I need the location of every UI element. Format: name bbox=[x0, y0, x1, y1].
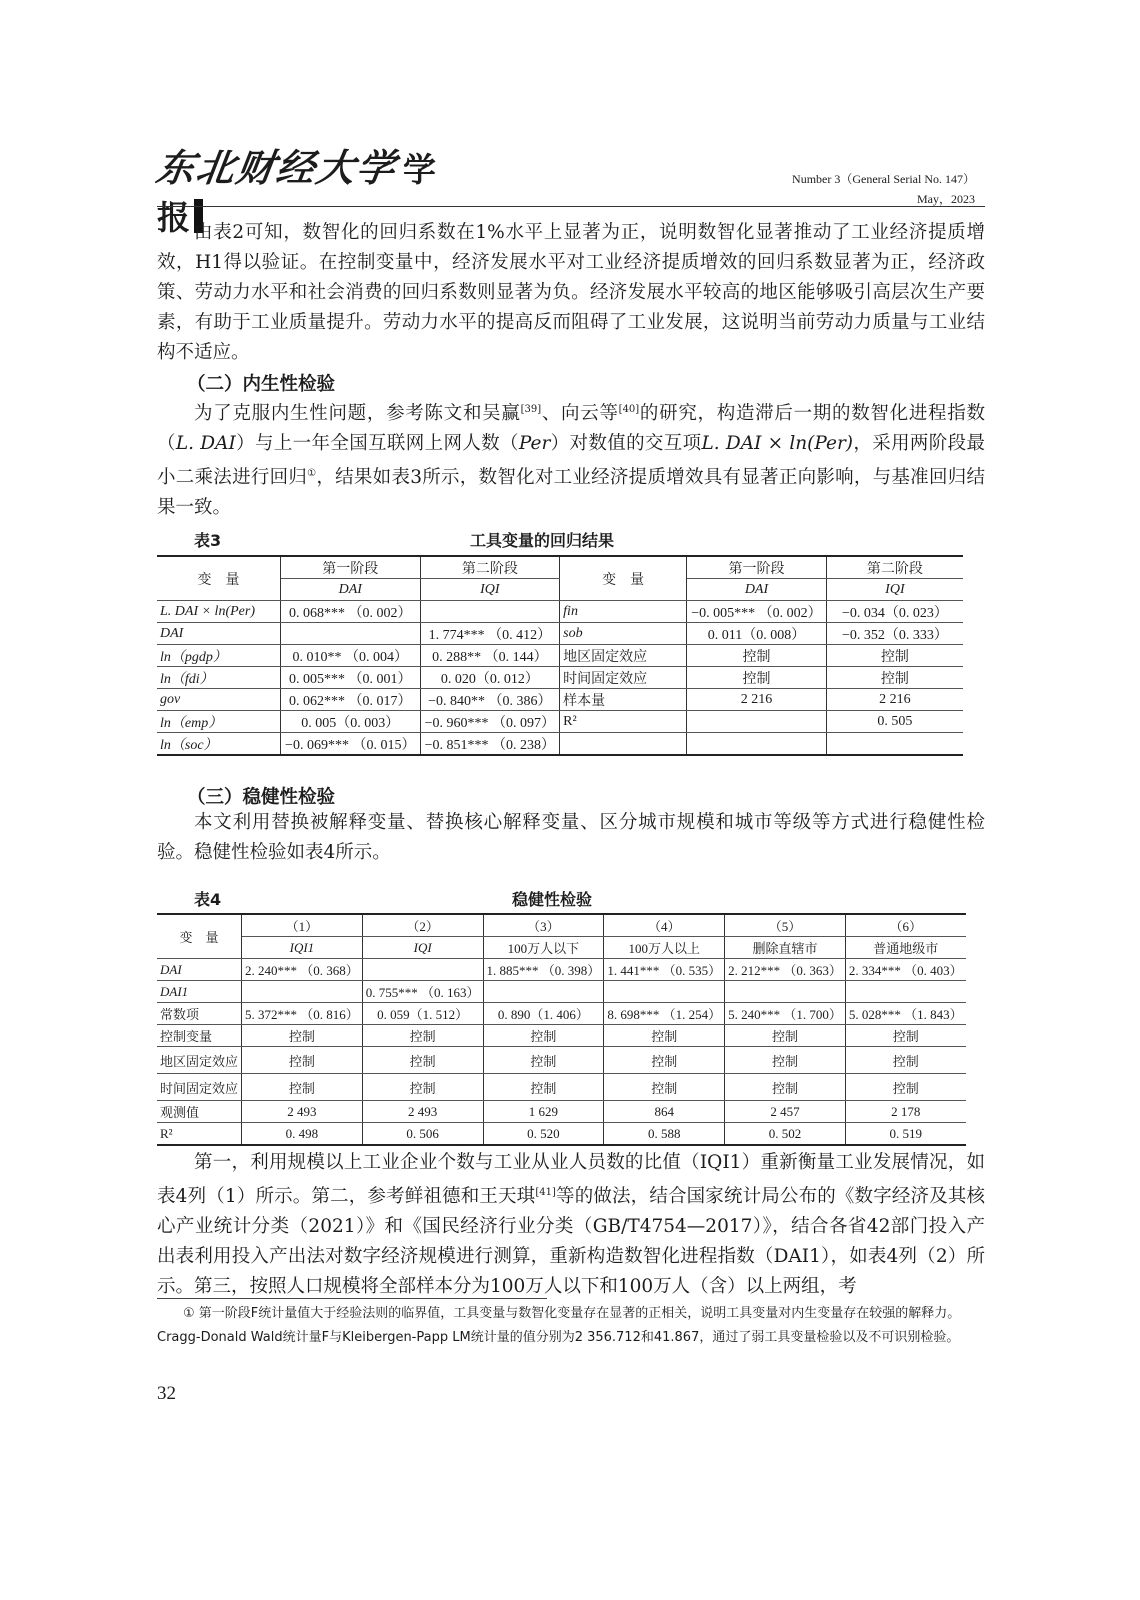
row-label: R² bbox=[157, 1123, 242, 1146]
row-label: 地区固定效应 bbox=[560, 645, 687, 667]
subcol-header: 100万人以下 bbox=[483, 937, 604, 959]
row-label: gov bbox=[157, 689, 280, 711]
cell: 0. 755*** （0. 163） bbox=[362, 981, 483, 1003]
section-heading-endogeneity: （二）内生性检验 bbox=[187, 374, 336, 395]
cell: 8. 698*** （1. 254） bbox=[604, 1003, 725, 1025]
row-label: 常数项 bbox=[157, 1003, 242, 1025]
cell: 控制 bbox=[604, 1047, 725, 1074]
cell: 0. 011（0. 008） bbox=[687, 623, 827, 645]
cell bbox=[687, 711, 827, 733]
col-header: （5） bbox=[725, 914, 846, 937]
table-row bbox=[157, 1047, 966, 1074]
header-rule bbox=[157, 206, 985, 207]
cell: 0. 506 bbox=[362, 1123, 483, 1146]
cell: 2. 334*** （0. 403） bbox=[845, 959, 965, 981]
table3-title: 工具变量的回归结果 bbox=[470, 531, 615, 550]
table3-stage1-header: 第一阶段 bbox=[280, 556, 420, 579]
row-label: 时间固定效应 bbox=[560, 667, 687, 689]
issue-date: May，2023 bbox=[917, 192, 975, 206]
cell: −0. 034（0. 023） bbox=[826, 601, 963, 623]
cell: 2. 240*** （0. 368） bbox=[242, 959, 363, 981]
cell: 864 bbox=[604, 1101, 725, 1123]
cell bbox=[826, 733, 963, 756]
table-row bbox=[157, 689, 963, 711]
table-row bbox=[157, 1003, 966, 1025]
cell: 控制 bbox=[725, 1047, 846, 1074]
cell: 控制 bbox=[362, 1074, 483, 1101]
cell bbox=[280, 623, 420, 645]
table-row bbox=[157, 711, 963, 733]
journal-name-calligraphy: 东北财经大学 bbox=[153, 145, 400, 190]
table-row bbox=[157, 1025, 966, 1047]
table3-dep1-right: DAI bbox=[687, 579, 827, 601]
col-header: （2） bbox=[362, 914, 483, 937]
cell: 2 216 bbox=[687, 689, 827, 711]
subcol-header: 普通地级市 bbox=[845, 937, 965, 959]
cell: 控制 bbox=[725, 1074, 846, 1101]
cell bbox=[687, 733, 827, 756]
row-label bbox=[560, 733, 687, 756]
table3-dep1: DAI bbox=[280, 579, 420, 601]
cell: 0. 520 bbox=[483, 1123, 604, 1146]
cell: 5. 372*** （0. 816） bbox=[242, 1003, 363, 1025]
table-row bbox=[157, 733, 963, 756]
table4 bbox=[157, 913, 966, 1146]
cell: 控制 bbox=[687, 667, 827, 689]
cell: −0. 069*** （0. 015） bbox=[280, 733, 420, 756]
cell: 0. 005*** （0. 001） bbox=[280, 667, 420, 689]
col-header: （3） bbox=[483, 914, 604, 937]
cell: 控制 bbox=[845, 1047, 965, 1074]
table-row bbox=[157, 1074, 966, 1101]
table3 bbox=[157, 555, 963, 756]
col-header: （4） bbox=[604, 914, 725, 937]
row-label: 样本量 bbox=[560, 689, 687, 711]
cell: 0. 010** （0. 004） bbox=[280, 645, 420, 667]
row-label: ln（pgdp） bbox=[157, 645, 280, 667]
row-label: DAI bbox=[157, 959, 242, 981]
footnote-rule bbox=[157, 1298, 547, 1299]
cell: 0. 502 bbox=[725, 1123, 846, 1146]
cell: 2 493 bbox=[242, 1101, 363, 1123]
cell bbox=[242, 981, 363, 1003]
cell: 2 457 bbox=[725, 1101, 846, 1123]
table3-label: 表3 bbox=[194, 531, 222, 550]
cell: 0. 068*** （0. 002） bbox=[280, 601, 420, 623]
cell: 控制 bbox=[845, 1074, 965, 1101]
cell: −0. 960*** （0. 097） bbox=[420, 711, 560, 733]
cell: 控制 bbox=[242, 1074, 363, 1101]
cell: 0. 588 bbox=[604, 1123, 725, 1146]
table4-var-header: 变 量 bbox=[157, 914, 242, 959]
cell: 控制 bbox=[483, 1025, 604, 1047]
table-row bbox=[157, 623, 963, 645]
row-label: 观测值 bbox=[157, 1101, 242, 1123]
footnote: ① 第一阶段F统计量值大于经验法则的临界值，工具变量与数智化变量存在显著的正相关，说明工具变量对内生变量存在较强的解释力。Cragg-Donald Wald统计量F与Kleibergen-Papp LM统计量的值分别为2 356.712和41.867，通过了弱工具变量检验以及不可识别检验。 bbox=[157, 1306, 961, 1345]
row-label: 地区固定效应 bbox=[157, 1047, 242, 1074]
row-label: R² bbox=[560, 711, 687, 733]
cell bbox=[483, 981, 604, 1003]
table-row bbox=[157, 1123, 966, 1146]
cell: 0. 498 bbox=[242, 1123, 363, 1146]
cell: 0. 059（1. 512） bbox=[362, 1003, 483, 1025]
cell: 1. 885*** （0. 398） bbox=[483, 959, 604, 981]
col-header: （6） bbox=[845, 914, 965, 937]
table-row bbox=[157, 1101, 966, 1123]
cell: 5. 028*** （1. 843） bbox=[845, 1003, 965, 1025]
cell bbox=[725, 981, 846, 1003]
page-number: 32 bbox=[157, 1383, 176, 1404]
cell: 控制 bbox=[826, 667, 963, 689]
section-heading-robustness: （三）稳健性检验 bbox=[187, 787, 336, 808]
table-row bbox=[157, 667, 963, 689]
subcol-header: IQI1 bbox=[242, 937, 363, 959]
cell: −0. 352（0. 333） bbox=[826, 623, 963, 645]
cell: 5. 240*** （1. 700） bbox=[725, 1003, 846, 1025]
cell: 控制 bbox=[604, 1074, 725, 1101]
cell bbox=[362, 959, 483, 981]
table3-var-header-right: 变 量 bbox=[560, 556, 687, 601]
cell: −0. 005*** （0. 002） bbox=[687, 601, 827, 623]
table-row bbox=[157, 601, 963, 623]
table3-dep2: IQI bbox=[420, 579, 560, 601]
cell: −0. 840** （0. 386） bbox=[420, 689, 560, 711]
table-row bbox=[157, 981, 966, 1003]
row-label: ln（soc） bbox=[157, 733, 280, 756]
cell: 控制 bbox=[483, 1047, 604, 1074]
cell: 控制 bbox=[362, 1025, 483, 1047]
issue-number: Number 3（General Serial No. 147） bbox=[792, 172, 975, 186]
row-label: 时间固定效应 bbox=[157, 1074, 242, 1101]
cell: 2 216 bbox=[826, 689, 963, 711]
row-label: ln（emp） bbox=[157, 711, 280, 733]
cell: 控制 bbox=[687, 645, 827, 667]
cell: 控制 bbox=[242, 1025, 363, 1047]
cell: 1 629 bbox=[483, 1101, 604, 1123]
cell: 0. 505 bbox=[826, 711, 963, 733]
cell: 控制 bbox=[242, 1047, 363, 1074]
paragraph-robustness-details: 第一，利用规模以上工业企业个数与工业从业人员数的比值（IQI1）重新衡量工业发展情况，如表4列（1）所示。第二，参考鲜祖德和王天琪[41]等的做法，结合国家统计局公布的《数字经济及其核心产业统计分类（2021）》和《国民经济行业分类（GB/T4754—2017）》，结合各省42部门投入产出表利用投入产出法对数字经济规模进行测算，重新构造数智化进程指数（DAI1），如表4列（2）所示。第三，按照人口规模将全部样本分为100万人以下和100万人（含）以上两组，考 bbox=[157, 1152, 985, 1298]
cell: 0. 062*** （0. 017） bbox=[280, 689, 420, 711]
cell: 控制 bbox=[483, 1074, 604, 1101]
cell bbox=[420, 601, 560, 623]
cell: 0. 519 bbox=[845, 1123, 965, 1146]
table3-stage2-header: 第二阶段 bbox=[420, 556, 560, 579]
cell bbox=[604, 981, 725, 1003]
row-label: sob bbox=[560, 623, 687, 645]
row-label: ln（fdi） bbox=[157, 667, 280, 689]
cell: 控制 bbox=[845, 1025, 965, 1047]
table3-dep2-right: IQI bbox=[826, 579, 963, 601]
cell: 2. 212*** （0. 363） bbox=[725, 959, 846, 981]
cell: 控制 bbox=[362, 1047, 483, 1074]
cell: 0. 288** （0. 144） bbox=[420, 645, 560, 667]
table3-var-header: 变 量 bbox=[157, 556, 280, 601]
row-label: 控制变量 bbox=[157, 1025, 242, 1047]
cell: 0. 890（1. 406） bbox=[483, 1003, 604, 1025]
row-label: fin bbox=[560, 601, 687, 623]
cell: 控制 bbox=[826, 645, 963, 667]
subcol-header: 删除直辖市 bbox=[725, 937, 846, 959]
table4-label: 表4 bbox=[194, 890, 222, 909]
row-label: L. DAI × ln(Per) bbox=[157, 601, 280, 623]
cell: 1. 774*** （0. 412） bbox=[420, 623, 560, 645]
subcol-header: IQI bbox=[362, 937, 483, 959]
subcol-header: 100万人以上 bbox=[604, 937, 725, 959]
paragraph-endogeneity: 为了克服内生性问题，参考陈文和吴赢[39]、向云等[40]的研究，构造滞后一期的数智化进程指数（L. DAI）与上一年全国互联网上网人数（Per）对数值的交互项L. DAI × ln(Per)，采用两阶段最小二乘法进行回归①，结果如表3所示，数智化对工业经济提质增效具有显著正向影响，与基准回归结果一致。 bbox=[157, 403, 985, 519]
cell: 1. 441*** （0. 535） bbox=[604, 959, 725, 981]
cell: −0. 851*** （0. 238） bbox=[420, 733, 560, 756]
cell: 控制 bbox=[725, 1025, 846, 1047]
cell: 2 493 bbox=[362, 1101, 483, 1123]
journal-masthead bbox=[153, 137, 457, 237]
table-row bbox=[157, 959, 966, 981]
row-label: DAI bbox=[157, 623, 280, 645]
table3-stage2-header-right: 第二阶段 bbox=[826, 556, 963, 579]
paragraph-results: 由表2可知，数智化的回归系数在1%水平上显著为正，说明数智化显著推动了工业经济提质增效，H1得以验证。在控制变量中，经济发展水平对工业经济提质增效的回归系数显著为正，经济政策、劳动力水平和社会消费的回归系数则显著为负。经济发展水平较高的地区能够吸引高层次生产要素，有助于工业质量提升。劳动力水平的提高反而阻碍了工业发展，这说明当前劳动力质量与工业结构不适应。 bbox=[157, 222, 985, 363]
cell bbox=[845, 981, 965, 1003]
cell: 0. 005（0. 003） bbox=[280, 711, 420, 733]
table-row bbox=[157, 645, 963, 667]
cell: 控制 bbox=[604, 1025, 725, 1047]
row-label: DAI1 bbox=[157, 981, 242, 1003]
table3-stage1-header-right: 第一阶段 bbox=[687, 556, 827, 579]
paragraph-robustness: 本文利用替换被解释变量、替换核心解释变量、区分城市规模和城市等级等方式进行稳健性检验。稳健性检验如表4所示。 bbox=[157, 812, 985, 863]
journal-name-suffix: 学报 bbox=[157, 150, 438, 237]
cell: 0. 020（0. 012） bbox=[420, 667, 560, 689]
table4-title: 稳健性检验 bbox=[512, 890, 593, 909]
cell: 2 178 bbox=[845, 1101, 965, 1123]
col-header: （1） bbox=[242, 914, 363, 937]
